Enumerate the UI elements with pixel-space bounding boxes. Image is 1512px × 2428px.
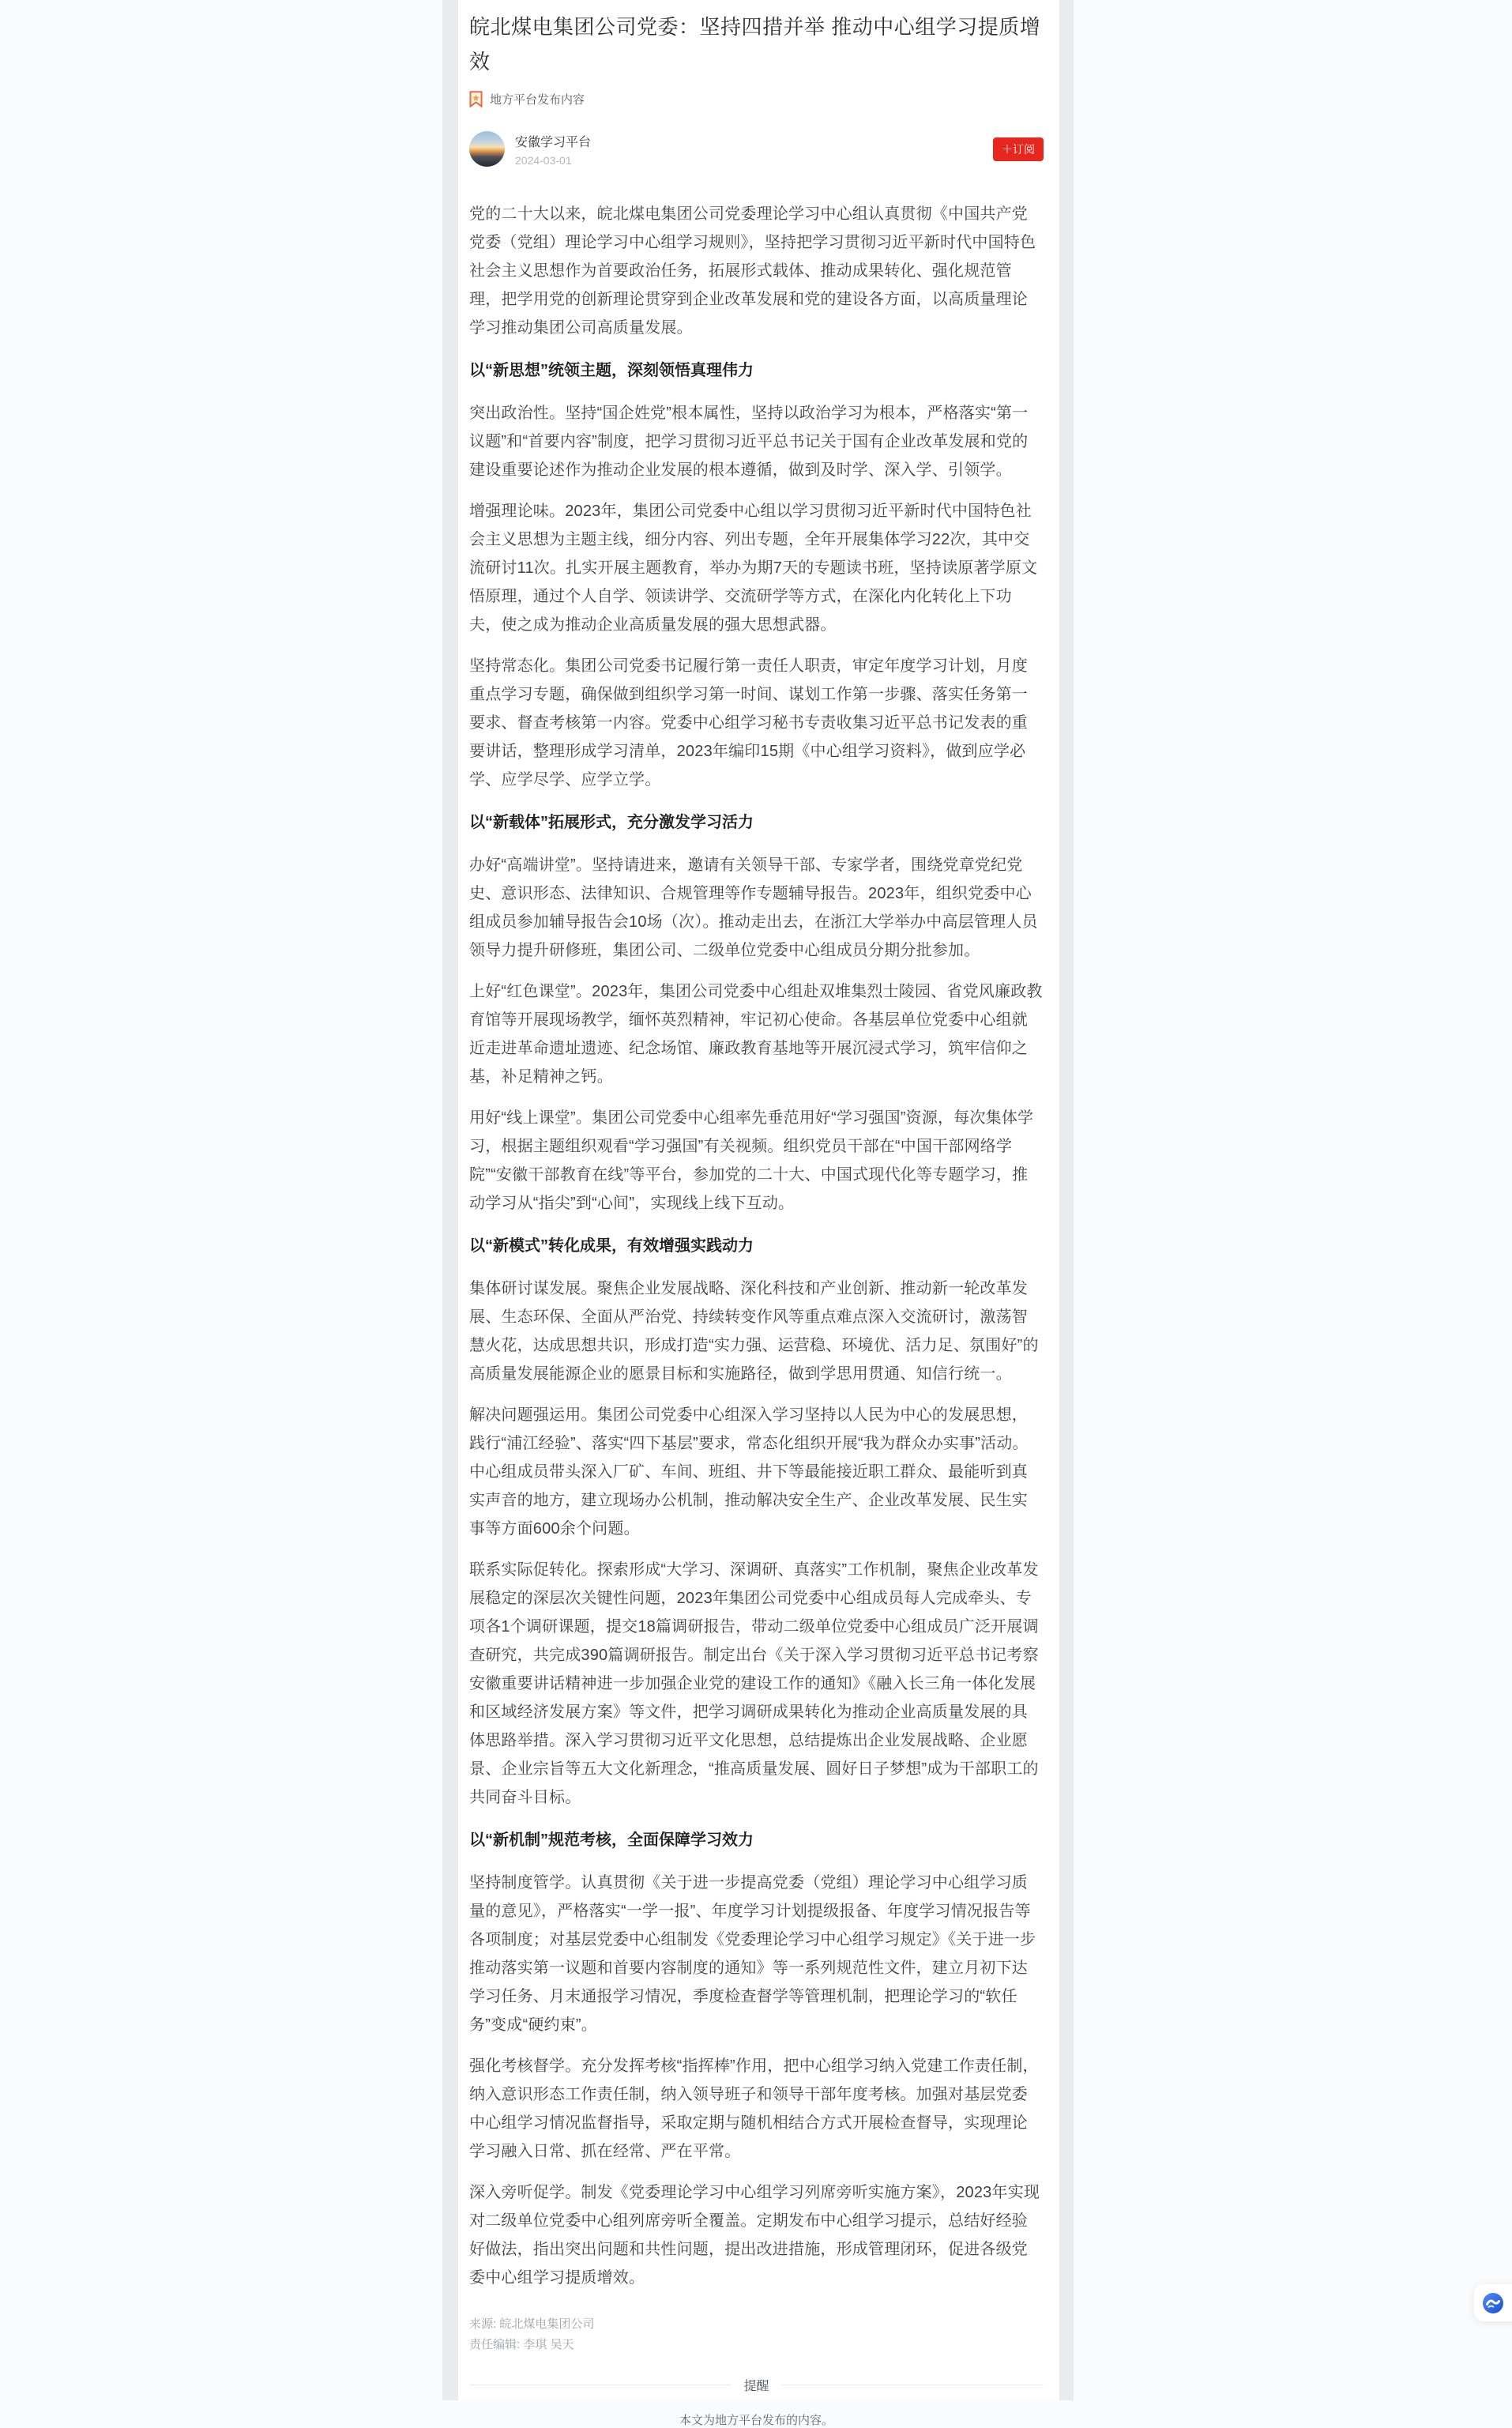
bookmark-star-icon (469, 91, 483, 107)
section-heading: 以“新载体”拓展形式，充分激发学习活力 (469, 814, 754, 831)
article-body (469, 200, 1044, 2292)
floating-extension-button[interactable] (1474, 2284, 1512, 2321)
content-tag (469, 91, 1044, 107)
blue-wave-logo-icon (1481, 2291, 1505, 2315)
article-paragraph: 坚持常态化。集团公司党委书记履行第一责任人职责，审定年度学习计划，月度重点学习专题，确保做到组织学习第一时间、谋划工作第一步骤、落实任务第一要求、督查考核第一内容。党委中心组学习秘书专责收集习近平总书记发表的重要讲话，整理形成学习清单，2023年编印15期《中心组学习资料》，做到应学必学、应学尽学、应学立学。 (469, 657, 1028, 789)
article-title: 皖北煤电集团公司党委：坚持四措并举 推动中心组学习提质增效 (469, 15, 1041, 73)
source-block (469, 2314, 1044, 2355)
subscribe-button[interactable]: ＋订阅 (993, 137, 1044, 161)
article-paragraph: 强化考核督学。充分发挥考核“指挥棒”作用，把中心组学习纳入党建工作责任制，纳入意识形态工作责任制，纳入领导班子和领导干部年度考核。加强对基层党委中心组学习情况监督指导，采取定期与随机相结合方式开展检查督导，实现理论学习融入日常、抓在经常、严在平常。 (469, 2057, 1039, 2160)
article-paragraph: 上好“红色课堂”。2023年，集团公司党委中心组赴双堆集烈士陵园、省党风廉政教育馆等开展现场教学，缅怀英烈精神，牢记初心使命。各基层单位党委中心组就近走进革命遗址遗迹、纪念场馆、廉政教育基地等开展沉浸式学习，筑牢信仰之基，补足精神之钙。 (469, 983, 1043, 1086)
article-paragraph: 集体研讨谋发展。聚焦企业发展战略、深化科技和产业创新、推动新一轮改革发展、生态环保、全面从严治党、持续转变作风等重点难点深入交流研讨，激荡智慧火花，达成思想共识，形成打造“实力强、运营稳、环境优、活力足、氛围好”的高质量发展能源企业的愿景目标和实施路径，做到学思用贯通、知信行统一。 (469, 1280, 1039, 1383)
section-heading: 以“新机制”规范考核，全面保障学习效力 (469, 1831, 754, 1849)
article-paragraph: 联系实际促转化。探索形成“大学习、深调研、真落实”工作机制，聚焦企业改革发展稳定的深层次关键性问题，2023年集团公司党委中心组成员每人完成牵头、专项各1个调研课题，提交18篇调研报告，带动二级单位党委中心组成员广泛开展调查研究，共完成390篇调研报告。制定出台《关于深入学习贯彻习近平总书记考察安徽重要讲话精神进一步加强企业党的建设工作的通知》《融入长三角一体化发展和区域经济发展方案》等文件，把学习调研成果转化为推动企业高质量发展的具体思路举措。深入学习贯彻习近平文化思想，总结提炼出企业发展战略、企业愿景、企业宗旨等五大文化新理念，“推高质量发展、圆好日子梦想”成为干部职工的共同奋斗目标。 (469, 1561, 1039, 1806)
author-name[interactable]: 安徽学习平台 (515, 135, 592, 149)
article-paragraph: 用好“线上课堂”。集团公司党委中心组率先垂范用好“学习强国”资源，每次集体学习，根据主题组织观看“学习强国”有关视频。组织党员干部在“中国干部网络学院”“安徽干部教育在线”等平台，参加党的二十大、中国式现代化等专题学习，推动学习从“指尖”到“心间”，实现线上线下互动。 (469, 1109, 1034, 1212)
reminder-label: 提醒 (743, 2380, 769, 2393)
right-scrollbar-track[interactable] (1059, 0, 1074, 2400)
tag-label: 地方平台发布内容 (490, 93, 585, 107)
platform-notice: 本文为地方平台发布的内容。 (679, 2414, 833, 2427)
article-paragraph: 坚持制度管学。认真贯彻《关于进一步提高党委（党组）理论学习中心组学习质量的意见》，严格落实“一学一报”、年度学习计划提级报备、年度学习情况报告等各项制度；对基层党委中心组制发《党委理论学习中心组学习规定》《关于进一步推动落实第一议题和首要内容制度的通知》等一系列规范性文件，建立月初下达学习任务、月末通报学习情况，季度检查督学等管理机制，把理论学习的“软任务”变成“硬约束”。 (469, 1874, 1036, 2034)
section-heading: 以“新思想”统领主题，深刻领悟真理伟力 (469, 362, 754, 379)
editor-line: 责任编辑: 李琪 吴天 (469, 2338, 574, 2351)
left-scrollbar-track[interactable] (442, 0, 458, 2400)
publish-date: 2024-03-01 (515, 153, 572, 167)
article-paragraph: 突出政治性。坚持“国企姓党”根本属性，坚持以政治学习为根本，严格落实“第一议题”和“首要内容”制度，把学习贯彻习近平总书记关于国有企业改革发展和党的建设重要论述作为推动企业发展的根本遵循，做到及时学、深入学、引领学。 (469, 405, 1029, 479)
section-heading: 以“新模式”转化成果，有效增强实践动力 (469, 1237, 754, 1255)
article-paragraph: 增强理论味。2023年，集团公司党委中心组以学习贯彻习近平新时代中国特色社会主义思想为主题主线，细分内容、列出专题，全年开展集体学习22次，其中交流研讨11次。扎实开展主题教育，举办为期7天的专题读书班，坚持读原著学原文悟原理，通过个人自学、领读讲学、交流研学等方式，在深化内化转化上下功夫，使之成为推动企业高质量发展的强大思想武器。 (469, 503, 1038, 634)
article-paragraph: 办好“高端讲堂”。坚持请进来，邀请有关领导干部、专家学者，围绕党章党纪党史、意识形态、法律知识、合规管理等作专题辅导报告。2023年，组织党委中心组成员参加辅导报告会10场（次）。推动走出去，在浙江大学举办中高层管理人员领导力提升研修班，集团公司、二级单位党委中心组成员分期分批参加。 (469, 856, 1038, 959)
article-paragraph: 深入旁听促学。制发《党委理论学习中心组学习列席旁听实施方案》，2023年实现对二级单位党委中心组列席旁听全覆盖。定期发布中心组学习提示，总结好经验好做法，指出突出问题和共性问题，提出改进措施，形成管理闭环，促进各级党委中心组学习提质增效。 (469, 2184, 1040, 2287)
reminder-divider (469, 2376, 1044, 2394)
source-line: 来源: 皖北煤电集团公司 (469, 2317, 595, 2331)
author-row (469, 131, 1044, 167)
author-avatar[interactable] (469, 131, 505, 167)
article-paragraph: 党的二十大以来，皖北煤电集团公司党委理论学习中心组认真贯彻《中国共产党党委（党组）理论学习中心组学习规则》，坚持把学习贯彻习近平新时代中国特色社会主义思想作为首要政治任务，拓展形式载体、推动成果转化、强化规范管理，把学用党的创新理论贯穿到企业改革发展和党的建设各方面，以高质量理论学习推动集团公司高质量发展。 (469, 205, 1036, 337)
article-panel (458, 0, 1059, 2427)
article-paragraph: 解决问题强运用。集团公司党委中心组深入学习坚持以人民为中心的发展思想，践行“浦江经验”、落实“四下基层”要求，常态化组织开展“我为群众办实事”活动。中心组成员带头深入厂矿、车间、班组、井下等最能接近职工群众、最能听到真实声音的地方，建立现场办公机制，推动解决安全生产、企业改革发展、民生实事等方面600余个问题。 (469, 1406, 1029, 1538)
